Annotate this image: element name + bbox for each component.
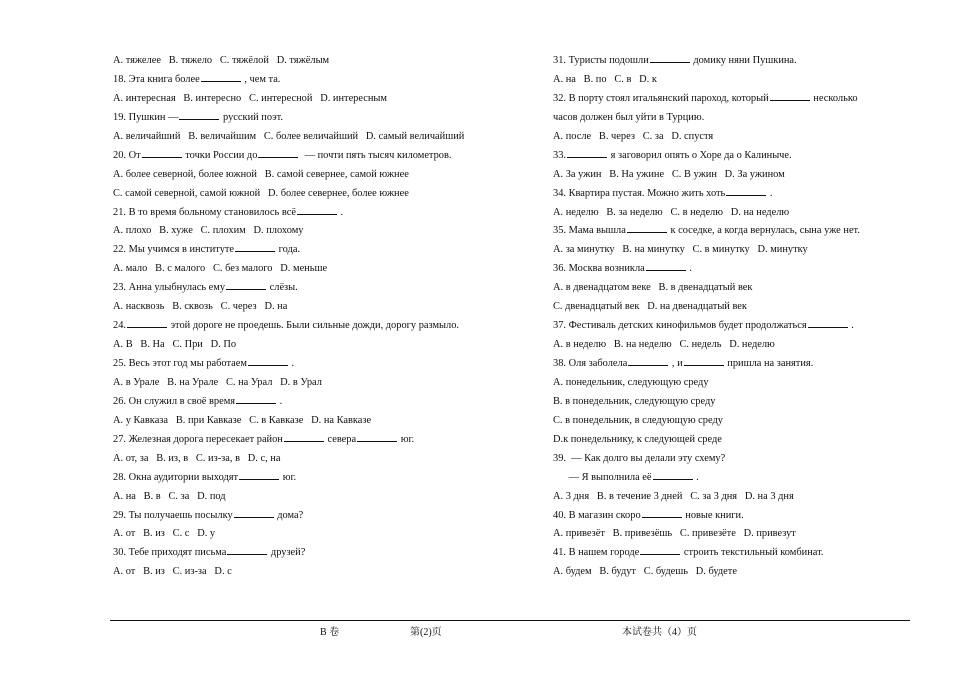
text-line: 40. В магазин скоро новые книги. <box>553 507 898 526</box>
text-line: 19. Пушкин — русский поэт. <box>113 109 543 128</box>
answer-blank <box>226 279 266 290</box>
text-line: A. тяжелее B. тяжело C. тяжёлой D. тяжёлым <box>113 55 330 66</box>
text-line: A. неделю B. за неделю C. в неделю D. на неделю <box>553 206 790 218</box>
answer-blank <box>284 431 324 442</box>
text-line: A. привезёт B. привезёшь C. привезёте D. привезут <box>553 528 796 540</box>
answer-blank <box>234 507 274 518</box>
text-line: D.к понедельнику, к следующей среде <box>553 433 722 445</box>
text-line: A. от B. из C. с D. у <box>113 528 216 540</box>
text-line: 41. В нашем городе строить текстильный комбинат. <box>553 544 898 563</box>
text-line: 32. В порту стоял итальянский пароход, который несколько <box>553 90 898 109</box>
text-line: A. величайший B. величайшим C. более величайший D. самый величайший <box>113 130 465 142</box>
answer-blank <box>684 355 724 366</box>
text-line: 21. В то время больному становилось всё . <box>113 204 543 223</box>
text-line: A. на B. в C. за D. под <box>113 490 226 502</box>
text-line: C. двенадцатый век D. на двенадцатый век <box>553 301 747 313</box>
text-line: 29. Ты получаешь посылку дома? <box>113 507 543 526</box>
text-line: 34. Квартира пустая. Можно жить хоть . <box>553 185 898 204</box>
text-line: 35. Мама вышла к соседке, а когда вернулась, сына уже нет. <box>553 222 898 241</box>
footer-volume: B 卷 <box>320 627 340 638</box>
text-line: 26. Он служил в своё время . <box>113 393 543 412</box>
text-line: A. мало B. с малого C. без малого D. меньше <box>113 263 328 275</box>
answer-blank <box>239 469 279 480</box>
answer-blank <box>258 147 298 158</box>
text-line: 39. — Как долго вы делали эту схему? <box>553 452 726 464</box>
text-line: A. будем B. будут C. будешь D. будете <box>553 566 737 578</box>
answer-blank <box>628 355 668 366</box>
answer-blank <box>248 355 288 366</box>
text-line: 33. я заговорил опять о Хоре да о Калиныче. <box>553 147 898 166</box>
text-line: A. насквозь B. сквозь C. через D. на <box>113 301 288 313</box>
answer-blank <box>227 544 267 555</box>
text-line: A. более северной, более южной B. самой севернее, самой южнее <box>113 168 409 180</box>
answer-blank <box>201 71 241 82</box>
text-line: 20. От точки России до — почти пять тысяч километров. <box>113 147 543 166</box>
answer-blank <box>770 90 810 101</box>
text-line: — Я выполнила её . <box>553 469 898 488</box>
text-line: A. интересная B. интересно C. интересной D. интересным <box>113 92 387 104</box>
text-line: C. самой северной, самой южной D. более севернее, более южнее <box>113 187 409 199</box>
text-line: A. от, за B. из, в C. из-за, в D. с, на <box>113 452 281 464</box>
text-line: 22. Мы учимся в институте года. <box>113 241 543 260</box>
text-line: A. от B. из C. из-за D. с <box>113 566 232 578</box>
text-line: 28. Окна аудитории выходят юг. <box>113 469 543 488</box>
text-line: 23. Анна улыбнулась ему слёзы. <box>113 279 543 298</box>
footer-divider <box>110 620 910 621</box>
left-column <box>113 52 543 582</box>
text-line: A. после B. через C. за D. спустя <box>553 130 714 142</box>
text-line: A. За ужин B. На ужине C. В ужин D. За ужином <box>553 168 785 180</box>
answer-blank <box>642 507 682 518</box>
text-line: A. в Урале B. на Урале C. на Урал D. в Урал <box>113 376 322 388</box>
text-line: A. В B. На C. При D. По <box>113 339 237 351</box>
text-line: A. плохо B. хуже C. плохим D. плохому <box>113 225 304 237</box>
text-line: C. в понедельник, в следующую среду <box>553 414 723 426</box>
answer-blank <box>650 52 690 63</box>
answer-blank <box>357 431 397 442</box>
text-line: A. понедельник, следующую среду <box>553 376 709 388</box>
answer-blank <box>640 544 680 555</box>
text-line: A. в двенадцатом веке B. в двенадцатый век <box>553 282 753 294</box>
answer-blank <box>627 222 667 233</box>
answer-blank <box>179 109 219 120</box>
answer-blank <box>235 241 275 252</box>
text-line: 27. Железная дорога пересекает район севера юг. <box>113 431 543 450</box>
footer-total-pages: 本试卷共（4）页 <box>622 627 697 638</box>
answer-blank <box>297 204 337 215</box>
answer-blank <box>646 260 686 271</box>
text-line: A. на B. по C. в D. к <box>553 73 657 85</box>
text-line: A. в неделю B. на неделю C. недель D. неделю <box>553 339 775 351</box>
text-line: 31. Туристы подошли домику няни Пушкина. <box>553 52 898 71</box>
text-line: B. в понедельник, следующую среду <box>553 395 716 407</box>
answer-blank <box>567 147 607 158</box>
answer-blank <box>236 393 276 404</box>
text-line: 37. Фестиваль детских кинофильмов будет продолжаться . <box>553 317 898 336</box>
text-line: A. 3 дня B. в течение 3 дней C. за 3 дня D. на 3 дня <box>553 490 794 502</box>
answer-blank <box>726 185 766 196</box>
text-line: 24. этой дороге не проедешь. Были сильные дожди, дорогу размыло. <box>113 317 543 336</box>
text-line: 18. Эта книга более , чем та. <box>113 71 543 90</box>
text-line: 30. Тебе приходят письма друзей? <box>113 544 543 563</box>
answer-blank <box>808 317 848 328</box>
footer-page-number: 第(2)页 <box>410 627 442 638</box>
text-line: 38. Оля заболела , и пришла на занятия. <box>553 355 898 374</box>
text-line: 36. Москва возникла . <box>553 260 898 279</box>
answer-blank <box>127 317 167 328</box>
text-line: 25. Весь этот год мы работаем . <box>113 355 543 374</box>
answer-blank <box>142 147 182 158</box>
text-line: A. за минутку B. на минутку C. в минутку D. минутку <box>553 244 808 256</box>
text-line: A. у Кавказа B. при Кавказе C. в Кавказе D. на Кавказе <box>113 414 372 426</box>
text-line: часов должен был уйти в Турцию. <box>553 111 705 123</box>
right-column <box>553 52 898 582</box>
answer-blank <box>653 469 693 480</box>
